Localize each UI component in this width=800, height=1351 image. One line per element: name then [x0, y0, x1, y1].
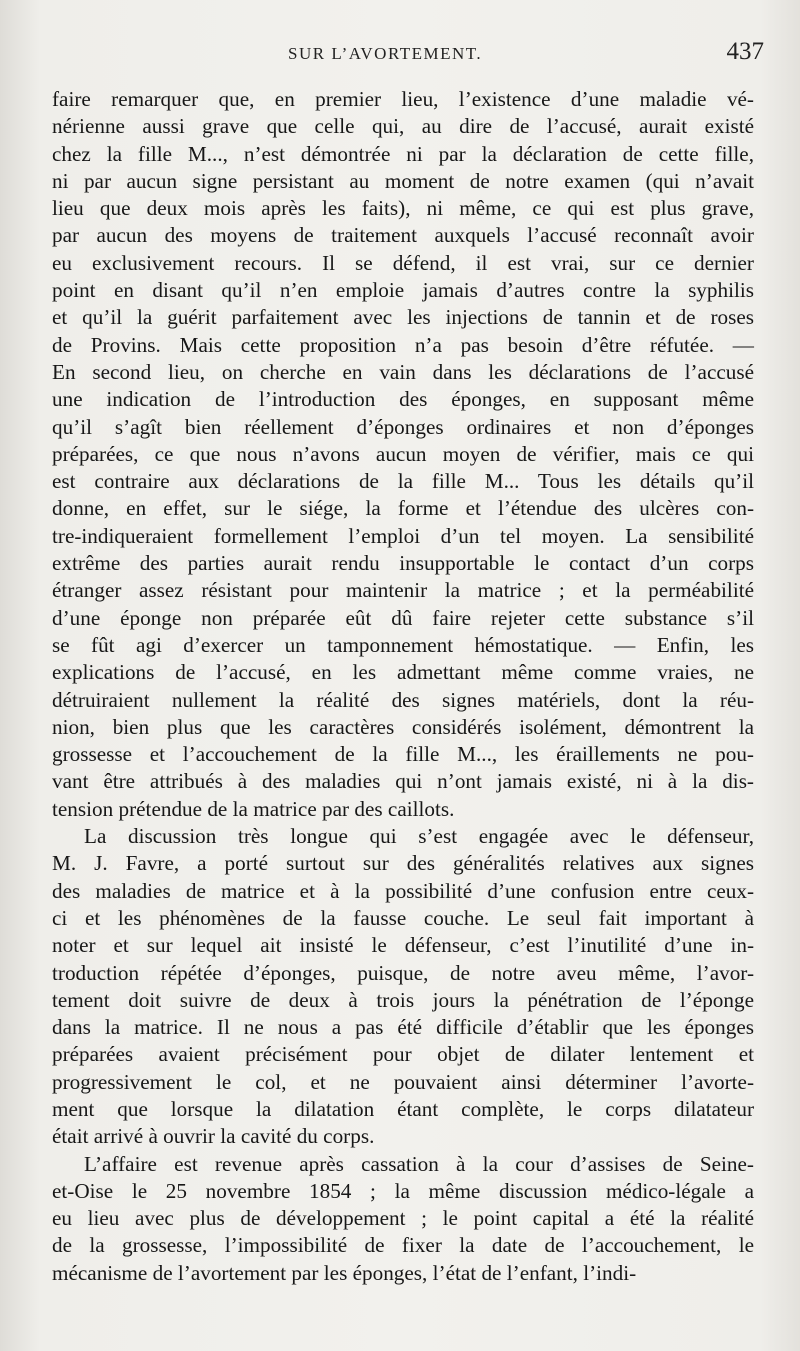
- text-line: mécanisme de l’avortement par les éponges, l’état de l’enfant, l’indi-: [52, 1260, 637, 1285]
- text-line: tement doit suivre de deux à trois jours la pénétration de l’éponge: [52, 987, 754, 1012]
- text-line: eu exclusivement recours. Il se défend, il est vrai, sur ce dernier: [52, 250, 754, 275]
- text-line: nion, bien plus que les caractères considérés isolément, démontrent la: [52, 714, 754, 739]
- text-line: nérienne aussi grave que celle qui, au dire de l’accusé, aurait existé: [52, 114, 754, 139]
- text-line: des maladies de matrice et à la possibilité d’une confusion entre ceux-: [52, 878, 754, 903]
- text-line: lieu que deux mois après les faits), ni même, ce qui est plus grave,: [52, 196, 754, 221]
- text-line: se fût agi d’exercer un tamponnement hémostatique. — Enfin, les: [52, 632, 754, 657]
- text-line: eu lieu avec plus de développement ; le point capital a été la réalité: [52, 1206, 754, 1231]
- paragraph: [52, 1151, 754, 1287]
- paragraph: [52, 86, 754, 823]
- text-line: donne, en effet, sur le siége, la forme et l’étendue des ulcères con-: [52, 496, 754, 521]
- text-line: d’une éponge non préparée eût dû faire rejeter cette substance s’il: [52, 605, 754, 630]
- text-line: tre-indiqueraient formellement l’emploi d’un tel moyen. La sensibilité: [52, 523, 754, 548]
- text-line: de Provins. Mais cette proposition n’a pas besoin d’être réfutée. —: [52, 332, 754, 357]
- text-line: et-Oise le 25 novembre 1854 ; la même discussion médico-légale a: [52, 1178, 754, 1203]
- text-line: détruiraient nullement la réalité des signes matériels, dont la réu-: [52, 687, 754, 712]
- text-line: ment que lorsque la dilatation étant complète, le corps dilatateur: [52, 1096, 754, 1121]
- text-line: ci et les phénomènes de la fausse couche. Le seul fait important à: [52, 905, 754, 930]
- text-line: une indication de l’introduction des éponges, en supposant même: [52, 387, 754, 412]
- running-head-title: SUR L’AVORTEMENT.: [288, 44, 483, 63]
- text-line: point en disant qu’il n’en emploie jamais d’autres contre la syphilis: [52, 278, 754, 303]
- text-line: de la grossesse, l’impossibilité de fixer la date de l’accouchement, le: [52, 1233, 754, 1258]
- text-line: était arrivé à ouvrir la cavité du corps.: [52, 1124, 375, 1149]
- text-line: faire remarquer que, en premier lieu, l’existence d’une maladie vé-: [52, 87, 754, 111]
- text-line: dans la matrice. Il ne nous a pas été difficile d’établir que les éponges: [52, 1015, 754, 1040]
- page-number: 437: [726, 38, 764, 65]
- text-line: tension prétendue de la matrice par des caillots.: [52, 796, 455, 821]
- text-line: préparées avaient précisément pour objet de dilater lentement et: [52, 1042, 754, 1067]
- body-text: [52, 86, 754, 1287]
- text-line: troduction répétée d’éponges, puisque, de notre aveu même, l’avor-: [52, 960, 754, 985]
- text-line: vant être attribués à des maladies qui n’ont jamais existé, ni à la dis-: [52, 769, 754, 794]
- text-line: chez la fille M..., n’est démontrée ni par la déclaration de cette fille,: [52, 141, 754, 166]
- text-line: est contraire aux déclarations de la fille M... Tous les détails qu’il: [52, 469, 754, 494]
- text-line: En second lieu, on cherche en vain dans les déclarations de l’accusé: [52, 359, 754, 384]
- text-line: extrême des parties aurait rendu insupportable le contact d’un corps: [52, 551, 754, 576]
- text-line: par aucun des moyens de traitement auxquels l’accusé reconnaît avoir: [52, 223, 754, 248]
- text-line: grossesse et l’accouchement de la fille M..., les éraillements ne pou-: [52, 742, 754, 767]
- text-line: étranger assez résistant pour maintenir la matrice ; et la perméabilité: [52, 578, 754, 603]
- text-line: M. J. Favre, a porté surtout sur des généralités relatives aux signes: [52, 851, 754, 876]
- text-line: et qu’il la guérit parfaitement avec les injections de tannin et de roses: [52, 305, 754, 330]
- running-head: [0, 38, 800, 74]
- text-line: qu’il s’agît bien réellement d’éponges ordinaires et non d’éponges: [52, 414, 754, 439]
- text-line: La discussion très longue qui s’est engagée avec le défenseur,: [84, 824, 754, 849]
- text-line: préparées, ce que nous n’avons aucun moyen de vérifier, mais ce qui: [52, 441, 754, 466]
- text-line: explications de l’accusé, en les admettant même comme vraies, ne: [52, 660, 754, 685]
- text-line: progressivement le col, et ne pouvaient ainsi déterminer l’avorte-: [52, 1069, 754, 1094]
- text-line: noter et sur lequel ait insisté le défenseur, c’est l’inutilité d’une in-: [52, 933, 754, 958]
- text-line: L’affaire est revenue après cassation à la cour d’assises de Seine-: [84, 1151, 754, 1176]
- paragraph: [52, 823, 754, 1151]
- text-line: ni par aucun signe persistant au moment de notre examen (qui n’avait: [52, 168, 754, 193]
